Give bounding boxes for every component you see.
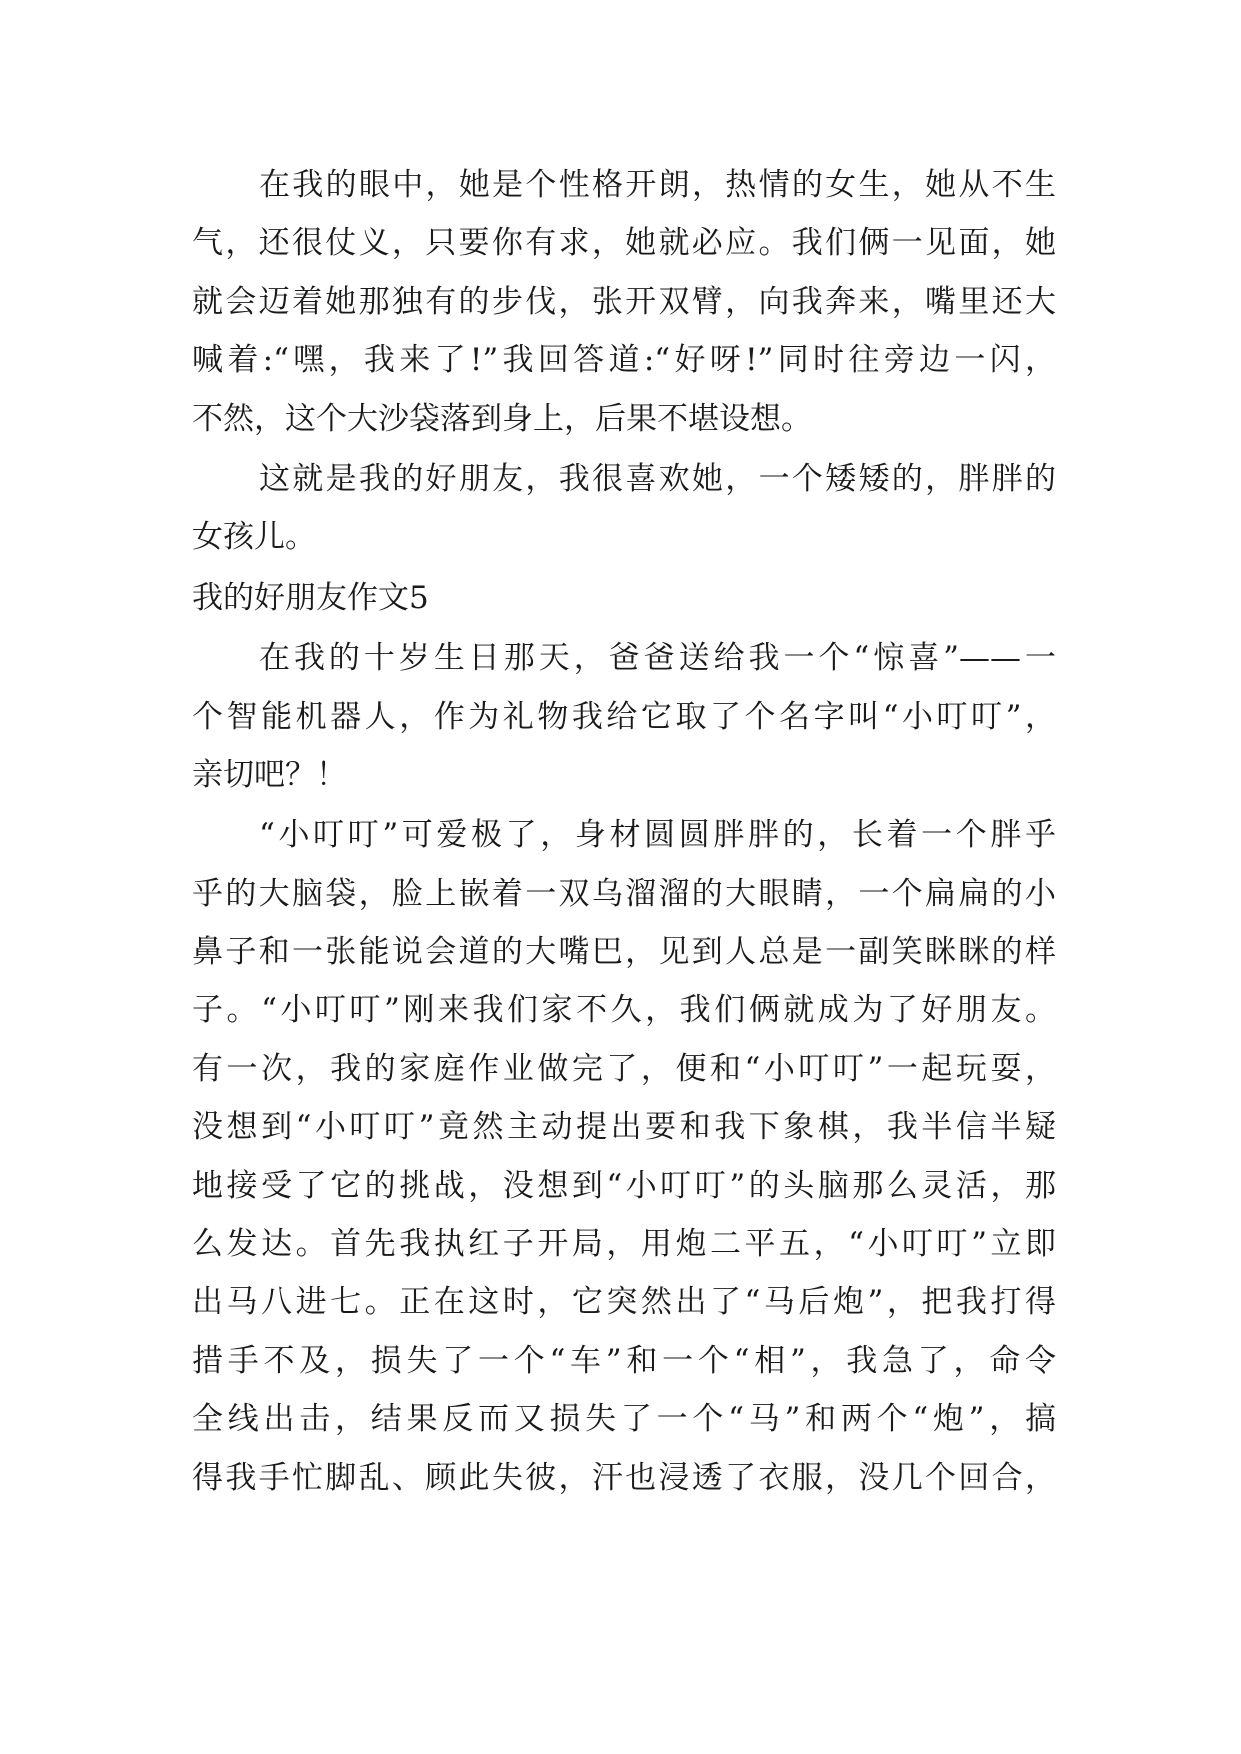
text-line: 这就是我的好朋友，我很喜欢她，一个矮矮的，胖胖的: [259, 460, 1056, 497]
text-line: 得我手忙脚乱、顾此失彼，汗也浸透了衣服，没几个回合，: [192, 1459, 1056, 1496]
text-line: 就会迈着她那独有的步伐，张开双臂，向我奔来，嘴里还大: [192, 283, 1056, 320]
text-line: 没想到“小叮叮”竟然主动提出要和我下象棋，我半信半疑: [192, 1109, 1056, 1146]
document-body: [192, 156, 1056, 1507]
paragraph: [192, 156, 1056, 448]
paragraph: [192, 450, 1056, 567]
text-line: 在我的眼中，她是个性格开朗，热情的女生，她从不生: [259, 167, 1056, 203]
text-line: 鼻子和一张能说会道的大嘴巴，见到人总是一副笑眯眯的样: [192, 934, 1056, 971]
text-line: 在我的十岁生日那天，爸爸送给我一个“惊喜”——一: [259, 640, 1056, 677]
text-line: 女孩儿。: [192, 519, 316, 556]
paragraph: [192, 806, 1056, 1507]
text-line: 亲切吧？！: [192, 756, 347, 793]
paragraph: [192, 629, 1056, 804]
text-line: 不然，这个大沙袋落到身上，后果不堪设想。: [192, 400, 812, 437]
text-line: 子。“小叮叮”刚来我们家不久，我们俩就成为了好朋友。: [192, 992, 1056, 1029]
text-line: 乎的大脑袋，脸上嵌着一双乌溜溜的大眼睛，一个扁扁的小: [192, 875, 1056, 912]
text-line: 措手不及，损失了一个“车”和一个“相”，我急了，命令: [192, 1342, 1056, 1379]
text-line: 出马八进七。正在这时，它突然出了“马后炮”，把我打得: [192, 1284, 1056, 1321]
text-line: 喊着:“嘿，我来了!”我回答道:“好呀!”同时往旁边一闪，: [192, 342, 1056, 379]
text-line: 气，还很仗义，只要你有求，她就必应。我们俩一见面，她: [192, 225, 1056, 262]
text-line: “小叮叮”可爱极了，身材圆圆胖胖的，长着一个胖乎: [259, 817, 1056, 854]
section-heading-block: [192, 569, 1056, 627]
text-line: 个智能机器人，作为礼物我给它取了个名字叫“小叮叮”，: [192, 698, 1056, 735]
text-line: 么发达。首先我执红子开局，用炮二平五，“小叮叮”立即: [192, 1226, 1056, 1263]
text-line: 全线出击，结果反而又损失了一个“马”和两个“炮”，搞: [192, 1401, 1056, 1438]
text-line: 有一次，我的家庭作业做完了，便和“小叮叮”一起玩耍，: [192, 1050, 1056, 1087]
section-heading: 我的好朋友作文5: [192, 579, 429, 616]
text-line: 地接受了它的挑战，没想到“小叮叮”的头脑那么灵活，那: [192, 1167, 1056, 1204]
